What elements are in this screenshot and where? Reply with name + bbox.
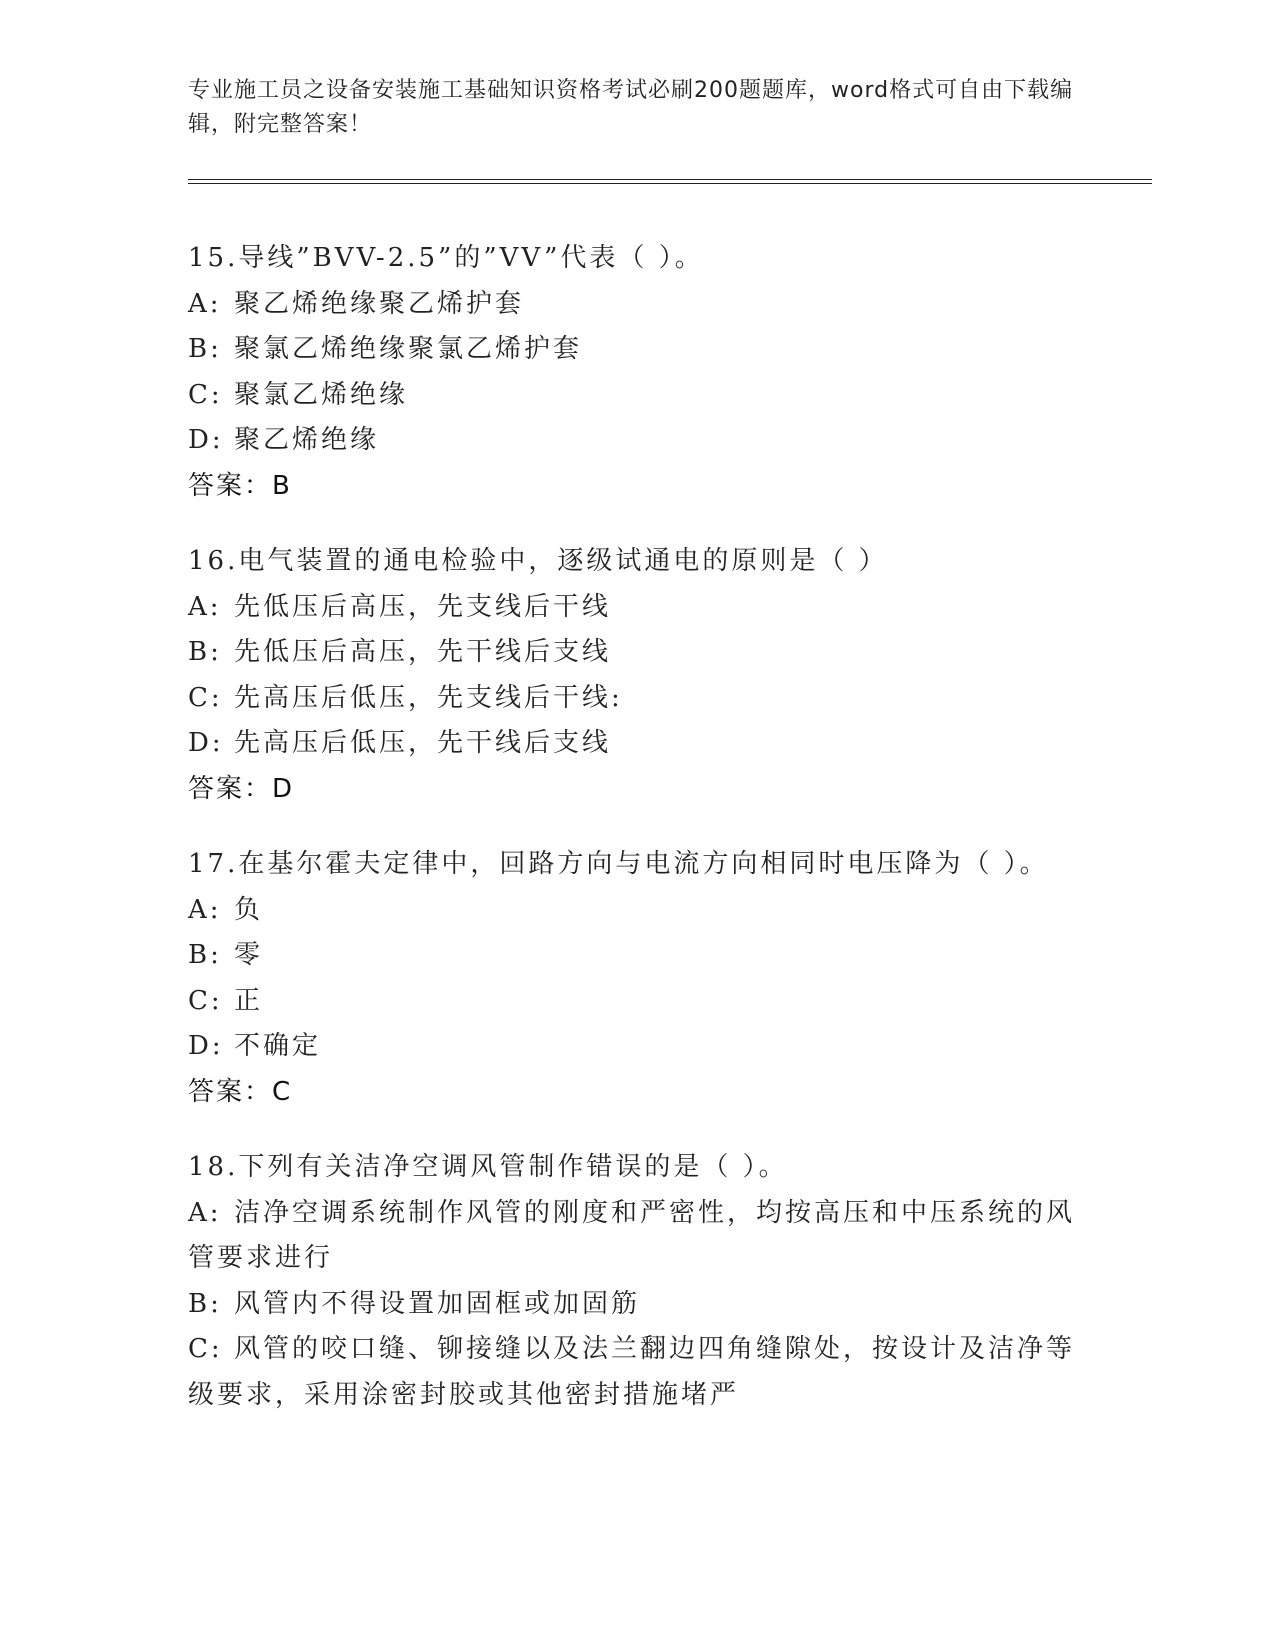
option-a: [188, 1191, 1088, 1282]
option-letter: B:: [188, 334, 222, 364]
option-text: 先低压后高压，先支线后干线: [234, 591, 612, 622]
option-b: [188, 630, 1088, 676]
option-letter: C:: [188, 682, 223, 713]
question-17: [188, 842, 1088, 1115]
answer-line: 答案：D: [188, 773, 295, 804]
option-c: [188, 676, 1088, 722]
option-a: [188, 282, 1088, 328]
option-letter: B:: [188, 1288, 222, 1319]
question-stem: 17.在基尔霍夫定律中，回路方向与电流方向相同时电压降为（ ）。: [188, 849, 1049, 879]
option-text: 洁净空调系统制作风管的刚度和严密性，均按高压和中压系统的风管要求进行: [188, 1197, 1076, 1273]
option-c: [188, 979, 1088, 1025]
option-letter: C:: [188, 1334, 223, 1364]
option-letter: C:: [188, 379, 223, 410]
option-c: [188, 1327, 1088, 1418]
option-d: [188, 1024, 1088, 1070]
question-18: [188, 1145, 1088, 1418]
option-text: 先高压后低压，先支线后干线:: [234, 682, 623, 713]
question-stem: 18.下列有关洁净空调风管制作错误的是（ ）。: [188, 1152, 788, 1182]
option-letter: B:: [188, 940, 222, 970]
option-text: 正: [234, 985, 264, 1016]
question-stem: 16.电气装置的通电检验中，逐级试通电的原则是（ ）: [188, 546, 888, 576]
header-divider-bottom: [188, 183, 1152, 184]
question-15: [188, 236, 1088, 509]
option-text: 负: [234, 894, 264, 925]
header-divider-top: [188, 179, 1152, 180]
option-letter: D:: [188, 1031, 224, 1061]
option-letter: A:: [188, 1197, 222, 1228]
question-16: [188, 539, 1088, 812]
option-text: 不确定: [234, 1031, 322, 1061]
option-letter: D:: [188, 425, 224, 455]
option-b: [188, 327, 1088, 373]
option-text: 聚氯乙烯绝缘聚氯乙烯护套: [234, 334, 583, 364]
option-text: 聚乙烯绝缘: [234, 425, 380, 455]
answer-line: 答案：C: [188, 1076, 293, 1107]
option-text: 聚乙烯绝缘聚乙烯护套: [234, 288, 525, 319]
option-letter: A:: [188, 591, 222, 622]
option-c: [188, 373, 1088, 419]
option-b: [188, 1282, 1088, 1328]
option-text: 零: [234, 940, 264, 970]
option-letter: C:: [188, 985, 223, 1016]
question-list: [188, 236, 1088, 1448]
option-text: 聚氯乙烯绝缘: [234, 379, 409, 410]
option-text: 先低压后高压，先干线后支线: [234, 637, 612, 667]
option-text: 先高压后低压，先干线后支线: [234, 728, 612, 758]
option-letter: A:: [188, 288, 222, 319]
option-letter: B:: [188, 637, 222, 667]
option-b: [188, 933, 1088, 979]
document-header: 专业施工员之设备安装施工基础知识资格考试必刷200题题库，word格式可自由下载编辑，附完整答案！: [188, 78, 1074, 137]
option-text: 风管内不得设置加固框或加固筋: [234, 1288, 641, 1319]
option-a: [188, 585, 1088, 631]
option-letter: D:: [188, 728, 224, 758]
option-d: [188, 418, 1088, 464]
option-letter: A:: [188, 894, 222, 925]
option-a: [188, 888, 1088, 934]
answer-line: 答案：B: [188, 470, 292, 501]
question-stem: 15.导线”BVV-2.5”的”VV”代表（ ）。: [188, 243, 704, 273]
option-text: 风管的咬口缝、铆接缝以及法兰翻边四角缝隙处，按设计及洁净等级要求，采用涂密封胶或其他密封措施堵严: [188, 1334, 1076, 1410]
option-d: [188, 721, 1088, 767]
